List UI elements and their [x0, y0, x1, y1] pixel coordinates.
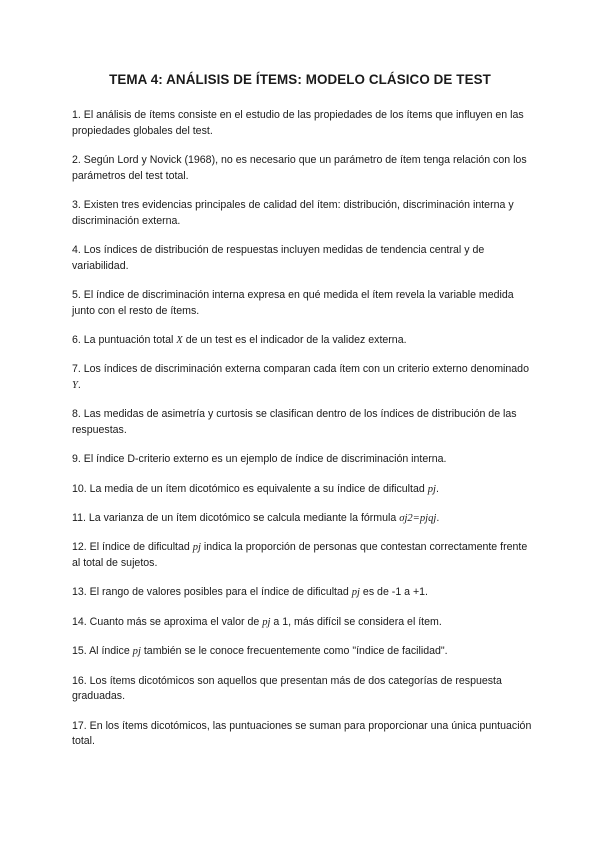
- statement-text: 14. Cuanto más se aproxima el valor de: [72, 615, 263, 628]
- statement-text: 2. Según Lord y Novick (1968), no es necesario que un parámetro de ítem tenga relación con los parámetros del test total.: [72, 153, 527, 182]
- statement-item: [72, 108, 532, 139]
- statement-item: [72, 615, 532, 631]
- statement-item: [72, 644, 532, 660]
- document-title: TEMA 4: ANÁLISIS DE ÍTEMS: MODELO CLÁSICO DE TEST: [109, 72, 491, 87]
- statement-item: [72, 288, 532, 319]
- statement-text: 9. El índice D-criterio externo es un ejemplo de índice de discriminación interna.: [72, 453, 447, 466]
- math-variable: pj: [351, 587, 360, 599]
- statement-text: 3. Existen tres evidencias principales de calidad del ítem: distribución, discriminación interna y discriminación externa.: [72, 198, 514, 227]
- statement-list: [72, 108, 532, 764]
- statement-item: [72, 585, 532, 601]
- statement-item: [72, 407, 532, 438]
- statement-text: 7. Los índices de discriminación externa comparan cada ítem con un criterio externo denominado: [72, 363, 529, 376]
- statement-item: [72, 362, 532, 393]
- statement-text: 15. Al índice: [72, 645, 133, 658]
- statement-item: [72, 674, 532, 705]
- statement-text: .: [436, 512, 440, 525]
- statement-text: 10. La media de un ítem dicotómico es equivalente a su índice de dificultad: [72, 482, 428, 495]
- statement-text: a 1, más difícil se considera el ítem.: [270, 615, 442, 628]
- statement-item: [72, 198, 532, 229]
- math-variable: X: [176, 334, 183, 346]
- statement-item: [72, 482, 532, 498]
- math-variable: pj: [192, 542, 201, 554]
- statement-text: de un test es el indicador de la validez externa.: [182, 333, 407, 346]
- math-variable: pj: [262, 616, 271, 628]
- statement-text: 6. La puntuación total: [72, 333, 177, 346]
- statement-item: [72, 243, 532, 274]
- statement-text: 8. Las medidas de asimetría y curtosis se clasifican dentro de los índices de distribución de las respuestas.: [72, 408, 517, 436]
- statement-text: también se le conoce frecuentemente como "índice de facilidad".: [140, 645, 448, 658]
- statement-item: [72, 719, 532, 750]
- statement-item: [72, 153, 532, 184]
- statement-item: [72, 333, 532, 349]
- statement-text: 13. El rango de valores posibles para el índice de dificultad: [72, 586, 352, 599]
- statement-item: [72, 452, 532, 468]
- statement-text: indica la proporción de personas que contestan correctamente frente al total de sujetos.: [72, 541, 528, 570]
- math-variable: pj: [427, 483, 436, 495]
- statement-text: 16. Los ítems dicotómicos son aquellos que presentan más de dos categorías de respuesta graduadas.: [72, 674, 502, 703]
- statement-text: 5. El índice de discriminación interna expresa en qué medida el ítem revela la variable medida junto con el resto de ítems.: [72, 288, 514, 317]
- statement-text: 11. La varianza de un ítem dicotómico se calcula mediante la fórmula: [72, 512, 400, 525]
- statement-text: 1. El análisis de ítems consiste en el estudio de las propiedades de los ítems que influyen en las propiedades globales del test.: [72, 109, 524, 137]
- math-variable: σj2=pjqj: [399, 513, 437, 525]
- statement-text: .: [77, 378, 81, 391]
- statement-item: [72, 511, 532, 527]
- statement-text: es de -1 a +1.: [359, 586, 429, 599]
- statement-text: .: [435, 482, 439, 495]
- statement-text: 12. El índice de dificultad: [72, 541, 193, 554]
- statement-item: [72, 540, 532, 571]
- statement-text: 4. Los índices de distribución de respuestas incluyen medidas de tendencia central y de variabilidad.: [72, 243, 485, 272]
- statement-text: 17. En los ítems dicotómicos, las puntuaciones se suman para proporcionar una única puntuación total.: [72, 719, 532, 748]
- math-variable: Y: [72, 379, 78, 391]
- math-variable: pj: [132, 646, 141, 658]
